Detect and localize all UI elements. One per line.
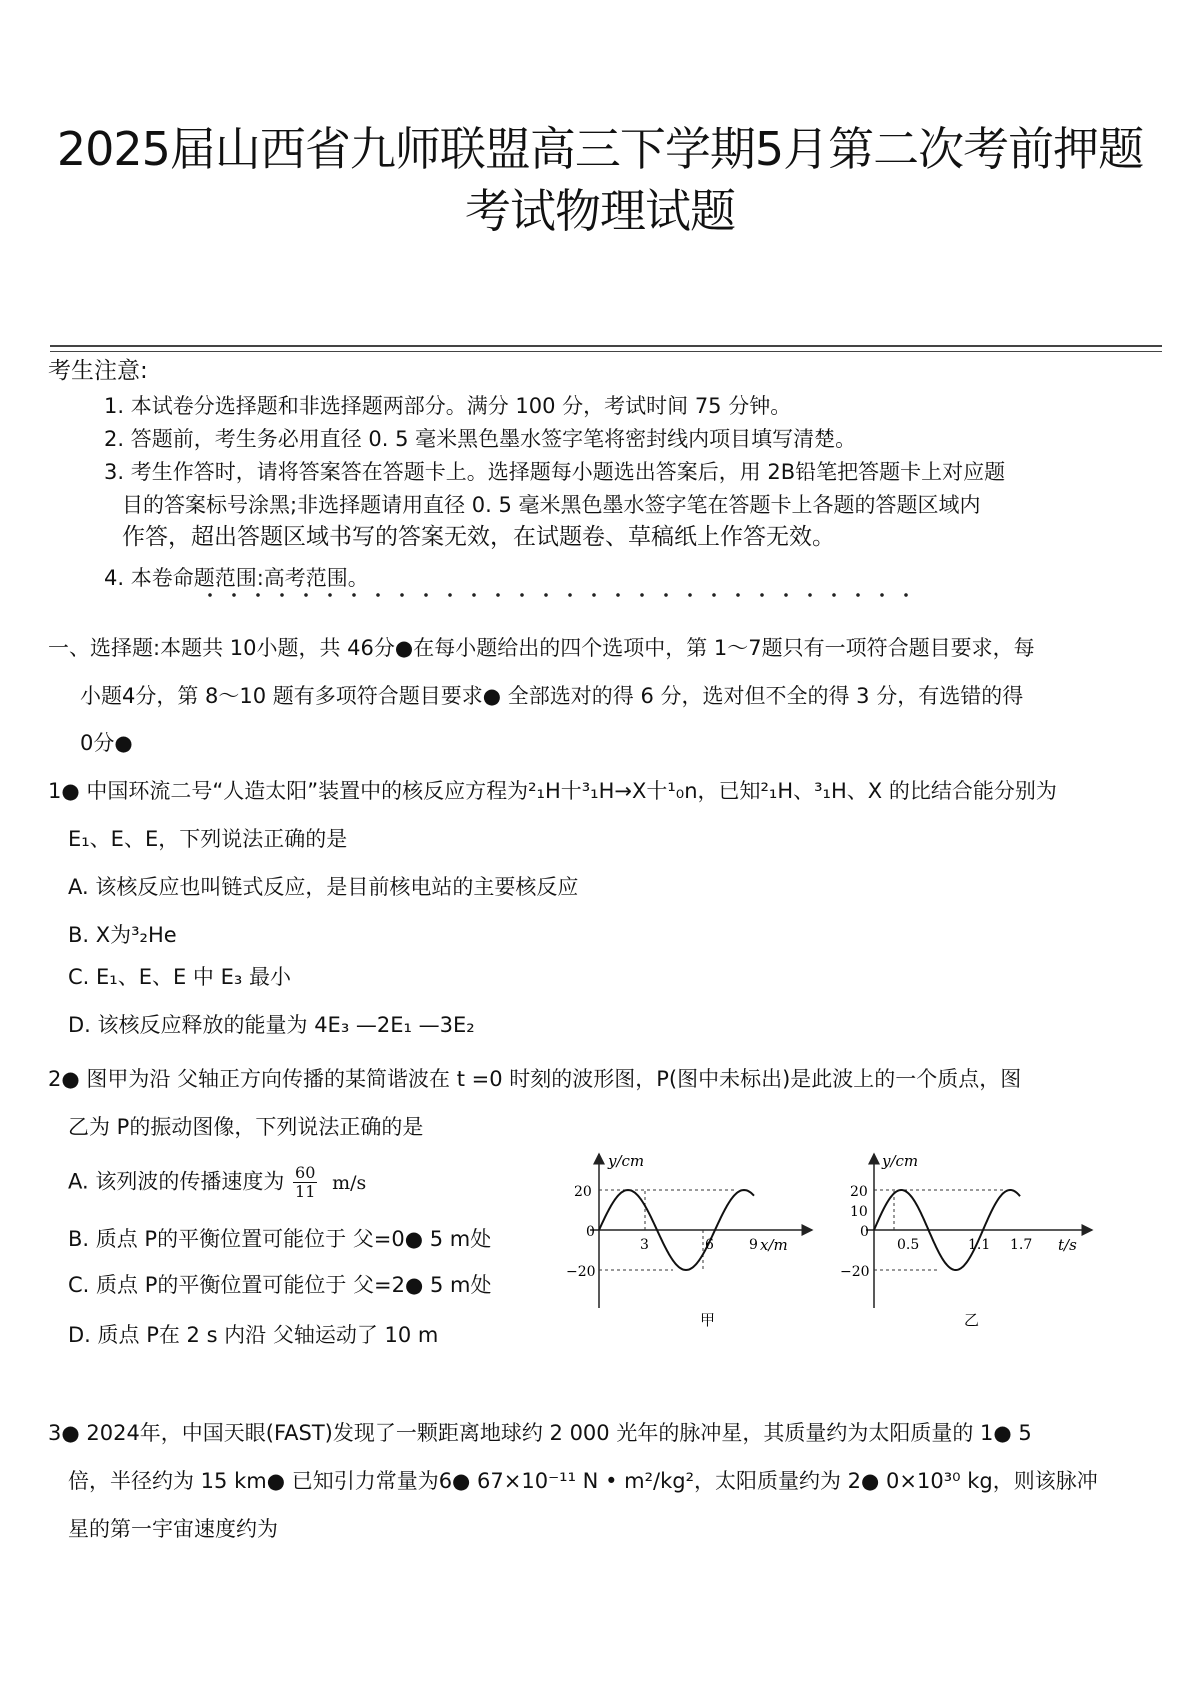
notice-item-1: 1. 本试卷分选择题和非选择题两部分。满分 100 分，考试时间 75 分钟。: [104, 394, 792, 418]
x-tick-1.1: 1.1: [968, 1237, 991, 1253]
notice-heading: 考生注意:: [48, 358, 148, 384]
notice-item-2: 2. 答题前，考生务必用直径 0. 5 毫米黑色墨水签字笔将密封线内项目填写清楚。: [104, 427, 857, 451]
section1-line-2: 小题4分，第 8～10 题有多项符合题目要求● 全部选对的得 6 分，选对但不全的得 3 分，有选错的得: [80, 684, 1024, 708]
q1-stem-line-1: 1● 中国环流二号“人造太阳”装置中的核反应方程为²₁H十³₁H→X十¹₀n，已知²₁H、³₁H、X 的比结合能分别为: [48, 779, 1057, 803]
x-axis-label: t/s: [1058, 1236, 1077, 1254]
figure-jia-wave: [560, 1148, 820, 1338]
y-tick-0: 0: [860, 1224, 869, 1240]
y-tick-neg20: −20: [840, 1264, 870, 1280]
q2-option-b: B. 质点 P的平衡位置可能位于 父=0● 5 m处: [68, 1227, 492, 1251]
q1-option-b: B. X为³₂He: [68, 923, 177, 947]
q3-stem-line-3: 星的第一宇宙速度约为: [68, 1517, 278, 1541]
divider-bottom: [50, 351, 1162, 352]
x-tick-3: 3: [640, 1237, 649, 1253]
q2-option-a-unit: m/s: [332, 1171, 367, 1194]
figure-yi-vibration: [840, 1148, 1100, 1338]
x-tick-0.5: 0.5: [897, 1237, 920, 1253]
divider-top: [50, 345, 1162, 347]
q3-stem-line-2: 倍，半径约为 15 km● 已知引力常量为6● 67×10⁻¹¹ N • m²/kg²，太阳质量约为 2● 0×10³⁰ kg，则该脉冲: [68, 1469, 1098, 1493]
q2-stem-line-2: 乙为 P的振动图像，下列说法正确的是: [68, 1115, 424, 1139]
q2-option-c: C. 质点 P的平衡位置可能位于 父=2● 5 m处: [68, 1273, 492, 1297]
figure-caption: 乙: [964, 1311, 980, 1329]
y-axis-label: y/cm: [882, 1152, 919, 1170]
q1-option-d: D. 该核反应释放的能量为 4E₃ —2E₁ —3E₂: [68, 1013, 475, 1037]
notice-item-3-emphasis: 作答，超出答题区域书写的答案无效，在试题卷、草稿纸上作答无效。: [122, 524, 835, 550]
y-tick-10: 10: [850, 1204, 868, 1220]
q3-stem-line-1: 3● 2024年，中国天眼(FAST)发现了一颗距离地球约 2 000 光年的脉冲星，其质量约为太阳质量的 1● 5: [48, 1421, 1032, 1445]
y-axis-label: y/cm: [608, 1152, 645, 1170]
y-tick-0: 0: [586, 1224, 595, 1240]
y-tick-20: 20: [850, 1184, 868, 1200]
notice-item-3-cont: 目的答案标号涂黑;非选择题请用直径 0. 5 毫米黑色墨水签字笔在答题卡上各题的答题区域内: [122, 493, 981, 517]
x-tick-1.7: 1.7: [1010, 1237, 1033, 1253]
x-tick-9: 9: [749, 1237, 758, 1253]
fraction: [293, 1164, 317, 1201]
section1-line-3: 0分●: [80, 731, 133, 755]
x-axis-label: x/m: [760, 1236, 788, 1254]
q1-stem-line-2: E₁、E、E，下列说法正确的是: [68, 827, 348, 851]
y-tick-20: 20: [574, 1184, 592, 1200]
y-tick-neg20: −20: [566, 1264, 596, 1280]
q2-option-a: [68, 1164, 366, 1201]
fraction-numerator: 60: [295, 1163, 316, 1182]
page-title-line-1: 2025届山西省九师联盟高三下学期5月第二次考前押题: [56, 122, 1144, 176]
q2-stem-line-1: 2● 图甲为沿 父轴正方向传播的某简谐波在 t =0 时刻的波形图，P(图中未标出)是此波上的一个质点，图: [48, 1067, 1022, 1091]
q2-option-d: D. 质点 P在 2 s 内沿 父轴运动了 10 m: [68, 1323, 439, 1347]
q1-option-c: C. E₁、E、E 中 E₃ 最小: [68, 965, 291, 989]
section1-line-1: 一、选择题:本题共 10小题，共 46分●在每小题给出的四个选项中，第 1～7题只有一项符合题目要求，每: [48, 636, 1035, 660]
x-tick-6: 6: [705, 1237, 714, 1253]
q1-option-a: A. 该核反应也叫链式反应，是目前核电站的主要核反应: [68, 875, 579, 899]
notice-item-3: 3. 考生作答时，请将答案答在答题卡上。选择题每小题选出答案后，用 2B铅笔把答题卡上对应题: [104, 460, 1006, 484]
page-title-line-2: 考试物理试题: [465, 184, 735, 238]
figure-caption: 甲: [700, 1311, 716, 1329]
fraction-denominator: 11: [295, 1182, 316, 1201]
notice-item-4: 4. 本卷命题范围:高考范围。: [104, 566, 369, 590]
q2-option-a-text: A. 该列波的传播速度为: [68, 1169, 285, 1194]
